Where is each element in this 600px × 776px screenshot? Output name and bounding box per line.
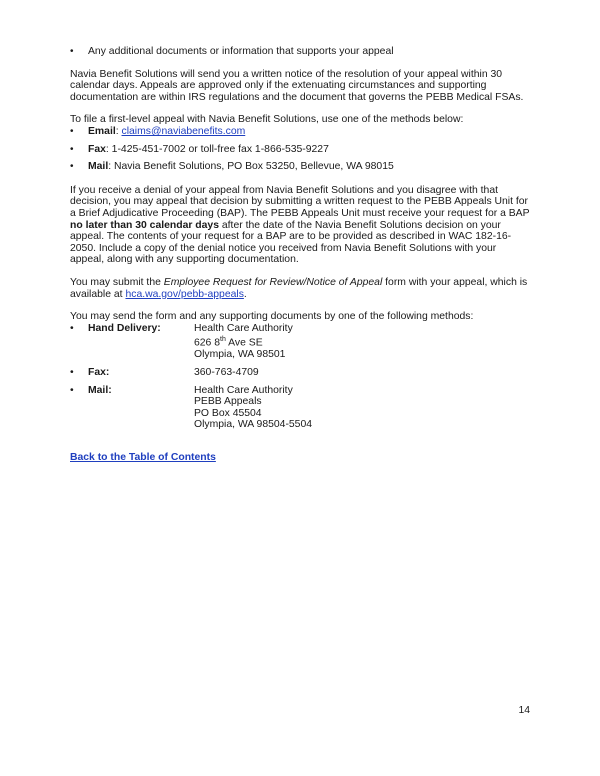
denial-text-b: after the date of the Navia Benefit Solutions decision on your appeal. The contents of your request for a BAP are to be provided as described in WAC 182-16-2050. Include a copy of the denial notice you received from Navia Benefit Solutions with your appeal, along with any supporting documentation. (70, 219, 512, 266)
form-title-italic: Employee Request for Review/Notice of Appeal (163, 276, 383, 288)
mail-value: : Navia Benefit Solutions, PO Box 53250, Bellevue, WA 98015 (108, 161, 394, 173)
bullet-icon: • (70, 322, 74, 334)
form-text-b: form with your appeal, which is available at (70, 276, 528, 300)
list-item-fax (70, 144, 532, 156)
first-level-appeal-intro: To file a first-level appeal with Navia Benefit Solutions, use one of the methods below: (70, 114, 464, 126)
list-item (70, 46, 532, 58)
appeals-link[interactable]: hca.wa.gov/pebb-appeals (125, 288, 244, 300)
form-paragraph (70, 277, 532, 300)
mail-item (70, 385, 532, 431)
bullet-icon: • (70, 143, 74, 155)
mail-address (194, 385, 532, 431)
back-link-paragraph (70, 452, 532, 464)
bullet-icon: • (70, 384, 74, 396)
fax-item (70, 367, 532, 379)
page-content (70, 46, 532, 464)
deadline-bold: no later than 30 calendar days (70, 219, 219, 231)
back-to-toc-link[interactable]: Back to the Table of Contents (70, 451, 216, 463)
bullet-icon: • (70, 46, 74, 57)
address-line: Health Care Authority (194, 384, 293, 396)
fax-value: : 1-425-451-7002 or toll-free fax 1-866-535-9227 (105, 143, 329, 155)
page-number: 14 (518, 705, 530, 716)
address-line: PEBB Appeals (194, 396, 262, 408)
hand-delivery-label: Hand Delivery: (88, 322, 161, 334)
address-line: Olympia, WA 98501 (194, 349, 286, 361)
hand-delivery-address (194, 323, 532, 361)
mail-label: Mail (88, 161, 109, 173)
email-link[interactable]: claims@naviabenefits.com (121, 125, 246, 137)
fax-label: Fax (88, 143, 106, 155)
list-item-text: Any additional documents or information that supports your appeal (88, 46, 394, 57)
bullet-icon: • (70, 125, 74, 137)
send-methods-intro: You may send the form and any supporting documents by one of the following methods: (70, 311, 474, 323)
form-text-a: You may submit the (70, 276, 164, 288)
form-text-c: . (243, 288, 247, 300)
address-line: Health Care Authority (194, 322, 293, 334)
address-line: Olympia, WA 98504-5504 (194, 419, 313, 431)
address-line: 626 8th Ave SE (194, 336, 263, 349)
fax-number: 360-763-4709 (194, 366, 259, 378)
fax-contact-label: Fax: (88, 366, 110, 378)
resolution-paragraph: Navia Benefit Solutions will send you a written notice of the resolution of your appeal within 30 calendar days. Appeals are approved only if the extenuating circumstances and supporting documentation are within IRS regulations and the document that governs the PEBB Medical FSAs. (70, 68, 524, 103)
bullet-icon: • (70, 366, 74, 378)
hand-delivery-item (70, 323, 532, 361)
list-item-email: • Email: claims@naviabenefits.com (70, 125, 246, 137)
denial-text-a: If you receive a denial of your appeal from Navia Benefit Solutions and you disagree with that decision, you may appeal that decision by submitting a written request to the PEBB Appeals Unit for a Brief Adjudicative Proceeding (BAP). The PEBB Appeals Unit must receive your request for a BAP (70, 184, 530, 219)
mail-contact-label: Mail: (88, 384, 112, 396)
denial-paragraph (70, 185, 532, 266)
address-line: PO Box 45504 (194, 407, 262, 419)
list-item-mail (70, 161, 532, 173)
bullet-icon: • (70, 161, 74, 173)
email-label: Email (88, 125, 116, 137)
